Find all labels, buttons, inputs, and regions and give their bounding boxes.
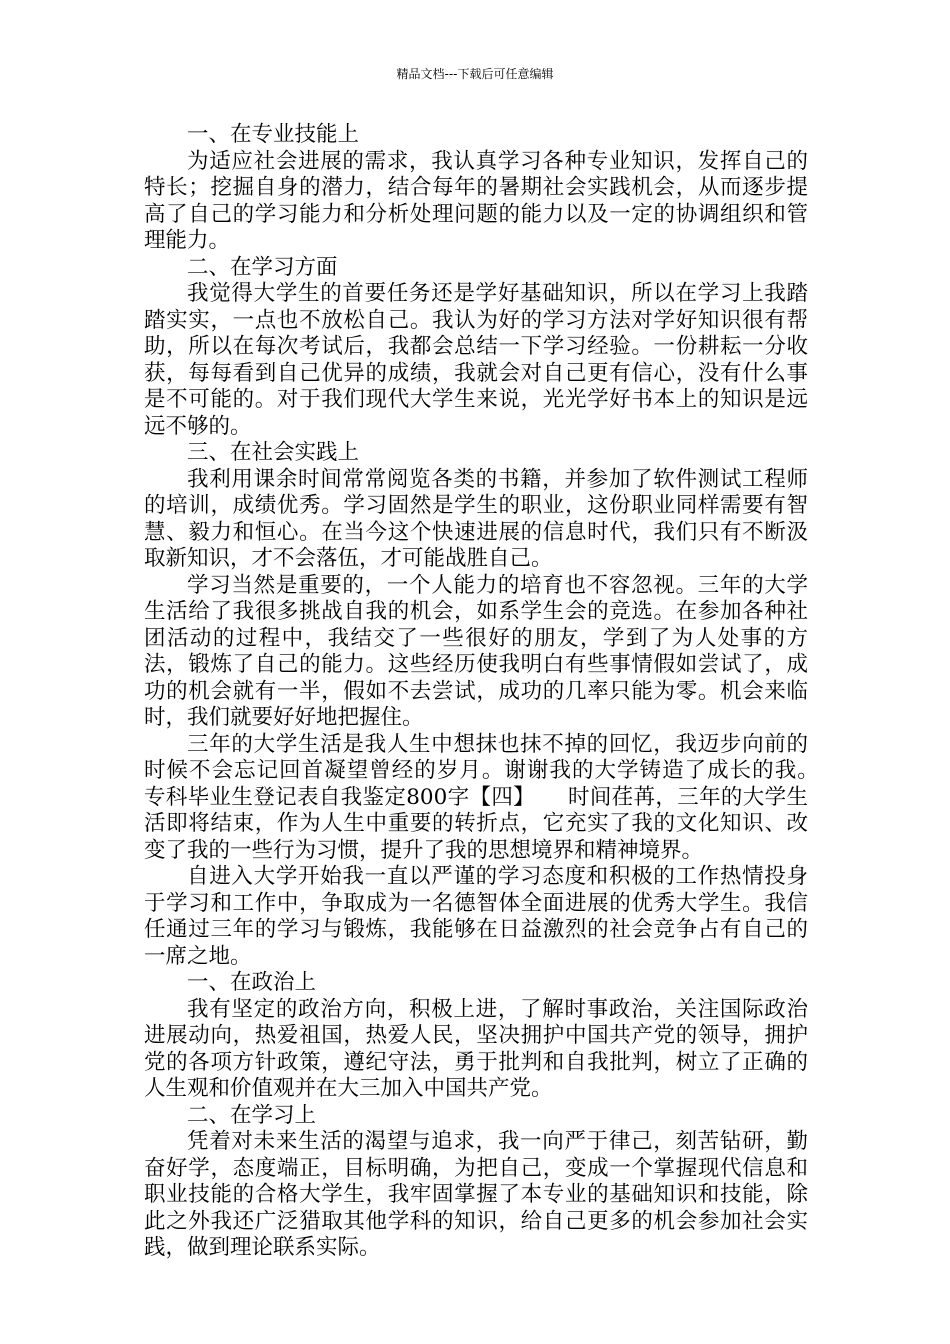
paragraph-attitude: 自进入大学开始我一直以严谨的学习态度和积极的工作热情投身于学习和工作中，争取成为一名德智体全面进展的优秀大学生。我信任通过三年的学习与锻炼，我能够在日益激烈的社会竞争占有自己的一席之地。: [144, 864, 808, 969]
document-body: [144, 122, 852, 1262]
heading-professional-skills: 一、在专业技能上: [187, 122, 360, 147]
page-header: 精品文档---下载后可任意编辑: [396, 67, 554, 81]
paragraph-professional-skills: 为适应社会进展的需求，我认真学习各种专业知识，发挥自己的特长；挖掘自身的潜力，结合每年的暑期社会实践机会，从而逐步提高了自己的学习能力和分析处理问题的能力以及一定的协调组织和管理能力。: [144, 148, 808, 253]
paragraph-politics: 我有坚定的政治方向，积极上进，了解时事政治，关注国际政治进展动向，热爱祖国，热爱人民，坚决拥护中国共产党的领导，拥护党的各项方针政策，遵纪守法，勇于批判和自我批判，树立了正确的人生观和价值观并在大三加入中国共产党。: [144, 996, 808, 1101]
paragraph-study: 凭着对未来生活的渴望与追求，我一向严于律己，刻苦钻研，勤奋好学，态度端正，目标明确，为把自己，变成一个掌握现代信息和职业技能的合格大学生，我牢固掌握了本专业的基础知识和技能，除此之外我还广泛猎取其他学科的知识，给自己更多的机会参加社会实践，做到理论联系实际。: [144, 1129, 808, 1260]
heading-study-aspect: 二、在学习方面: [187, 254, 338, 280]
paragraph-social-practice: 我利用课余时间常常阅览各类的书籍，并参加了软件测试工程师的培训，成绩优秀。学习固然是学生的职业，这份职业同样需要有智慧、毅力和恒心。在当今这个快速进展的信息时代，我们只有不断汲取新知识，才不会落伍，才可能战胜自己。: [144, 466, 808, 571]
heading-social-practice: 三、在社会实践上: [187, 440, 360, 465]
paragraph-university-memories: 三年的大学生活是我人生中想抹也抹不掉的回忆，我迈步向前的时候不会忘记回首凝望曾经的岁月。谢谢我的大学铸造了成长的我。 专科毕业生登记表自我鉴定800字【四】 时间荏苒，三年的大学生活即将结束，作为人生中重要的转折点，它充实了我的文化知识、改变了我的一些行为习惯，提升了我的思想境界和精神境界。: [144, 731, 852, 863]
heading-politics: 一、在政治上: [187, 970, 317, 995]
paragraph-study-aspect: 我觉得大学生的首要任务还是学好基础知识，所以在学习上我踏踏实实，一点也不放松自己。我认为好的学习方法对学好知识很有帮助，所以在每次考试后，我都会总结一下学习经验。一份耕耘一分收获，每每看到自己优异的成绩，我就会对自己更有信心，没有什么事是不可能的。对于我们现代大学生来说，光光学好书本上的知识是远远不够的。: [144, 281, 808, 439]
paragraph-ability-cultivation: 学习当然是重要的，一个人能力的培育也不容忽视。三年的大学生活给了我很多挑战自我的机会，如系学生会的竞选。在参加各种社团活动的过程中，我结交了一些很好的朋友，学到了为人处事的方法，锻炼了自己的能力。这些经历使我明白有些事情假如尝试了，成功的机会就有一半，假如不去尝试，成功的几率只能为零。机会来临时，我们就要好好地把握住。: [144, 572, 808, 730]
heading-study: 二、在学习上: [187, 1102, 317, 1128]
